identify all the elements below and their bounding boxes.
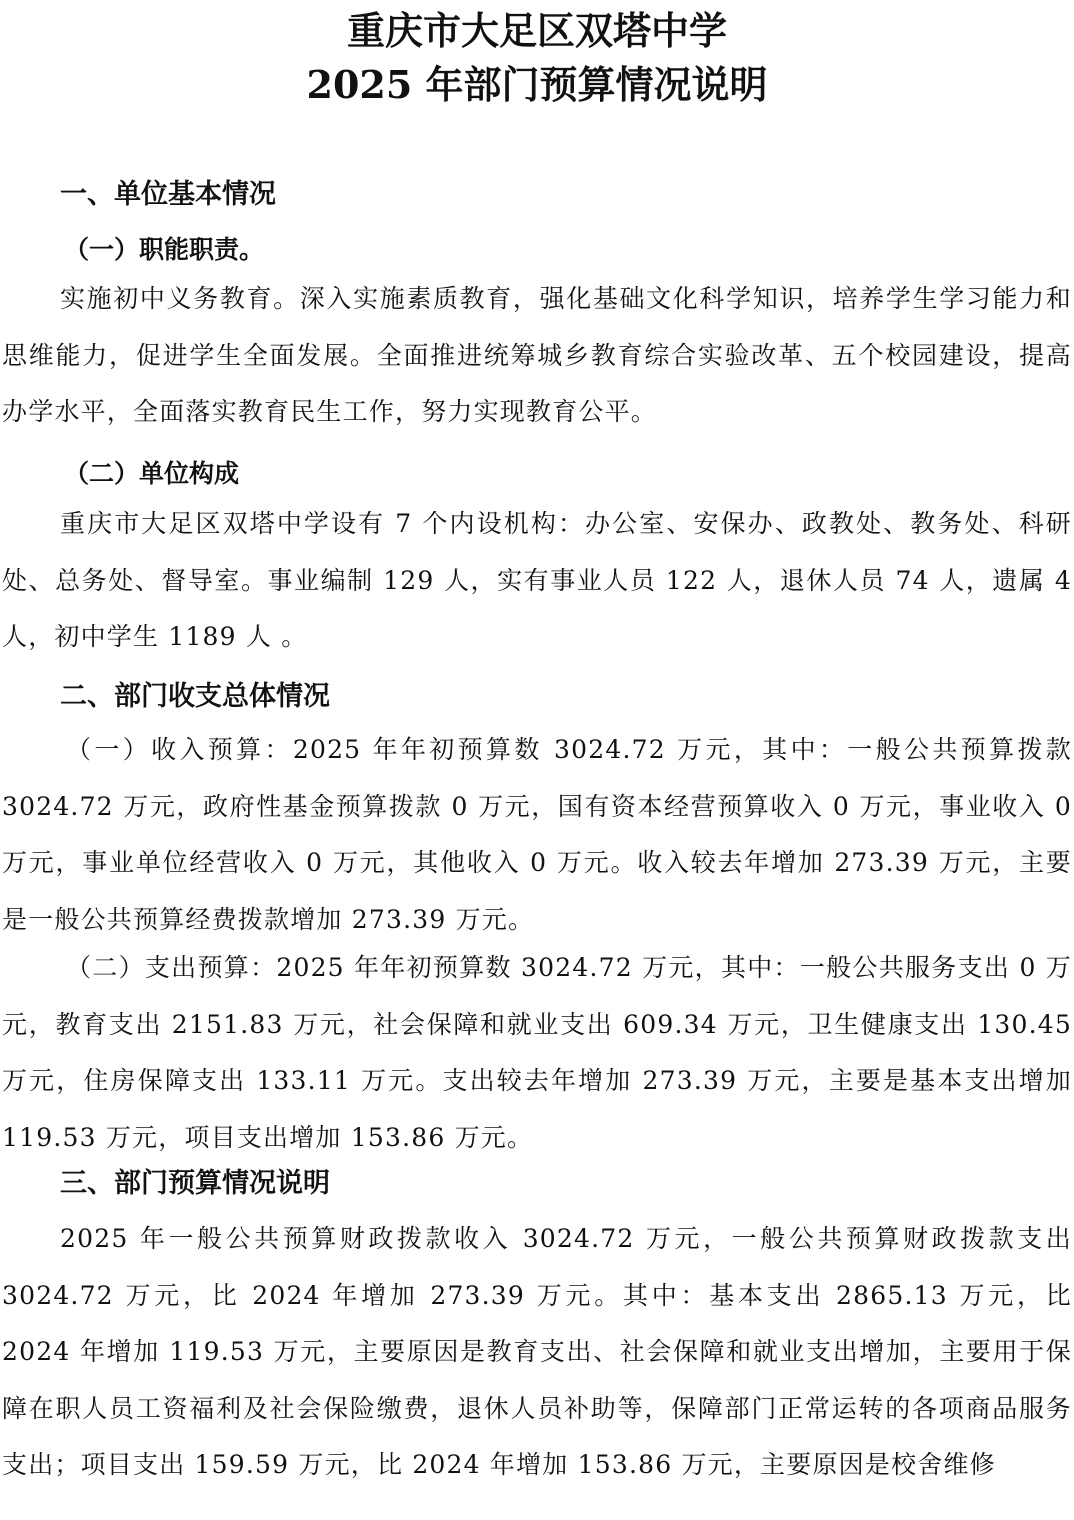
section-heading-budget-details: 三、部门预算情况说明 xyxy=(60,1168,330,1199)
document-title-line2: 2025 年部门预算情况说明 xyxy=(306,62,768,107)
document-title-line1: 重庆市大足区双塔中学 xyxy=(346,8,727,53)
section-heading-basic-info: 一、单位基本情况 xyxy=(60,179,276,210)
paragraph-expense-budget: （二）支出预算：2025 年年初预算数 3024.72 万元，其中：一般公共服务支出 0 万元，教育支出 2151.83 万元，社会保障和就业支出 609.34 万元，卫生健康支出 130.45 万元，住房保障支出 133.11 万元。支出较去年增加 273.39 万元，主要是基本支出增加 119.53 万元，项目支出增加 153.86 万元。 xyxy=(2,953,1072,1152)
paragraph-income-budget: （一）收入预算：2025 年年初预算数 3024.72 万元，其中：一般公共预算拨款 3024.72 万元，政府性基金预算拨款 0 万元，国有资本经营预算收入 0 万元，事业收入 0 万元，事业单位经营收入 0 万元，其他收入 0 万元。收入较去年增加 273.39 万元，主要是一般公共预算经费拨款增加 273.39 万元。 xyxy=(2,735,1072,934)
paragraph-functions: 实施初中义务教育。深入实施素质教育，强化基础文化科学知识，培养学生学习能力和思维能力，促进学生全面发展。全面推进统筹城乡教育综合实验改革、五个校园建设，提高办学水平，全面落实教育民生工作，努力实现教育公平。 xyxy=(2,284,1072,426)
paragraph-budget-details: 2025 年一般公共预算财政拨款收入 3024.72 万元，一般公共预算财政拨款支出 3024.72 万元，比 2024 年增加 273.39 万元。其中：基本支出 2865.13 万元，比 2024 年增加 119.53 万元，主要原因是教育支出、社会保障和就业支出增加，主要用于保障在职人员工资福利及社会保险缴费，退休人员补助等，保障部门正常运转的各项商品服务支出；项目支出 159.59 万元，比 2024 年增加 153.86 万元，主要原因是校舍维修 xyxy=(2,1224,1072,1479)
subheading-functions: （一）职能职责。 xyxy=(64,235,265,264)
paragraph-composition: 重庆市大足区双塔中学设有 7 个内设机构：办公室、安保办、政教处、教务处、科研处、总务处、督导室。事业编制 129 人，实有事业人员 122 人，退休人员 74 人，遗属 4 人，初中学生 1189 人 。 xyxy=(2,509,1072,651)
section-heading-budget-overview: 二、部门收支总体情况 xyxy=(60,681,330,712)
subheading-composition: （二）单位构成 xyxy=(64,459,240,488)
